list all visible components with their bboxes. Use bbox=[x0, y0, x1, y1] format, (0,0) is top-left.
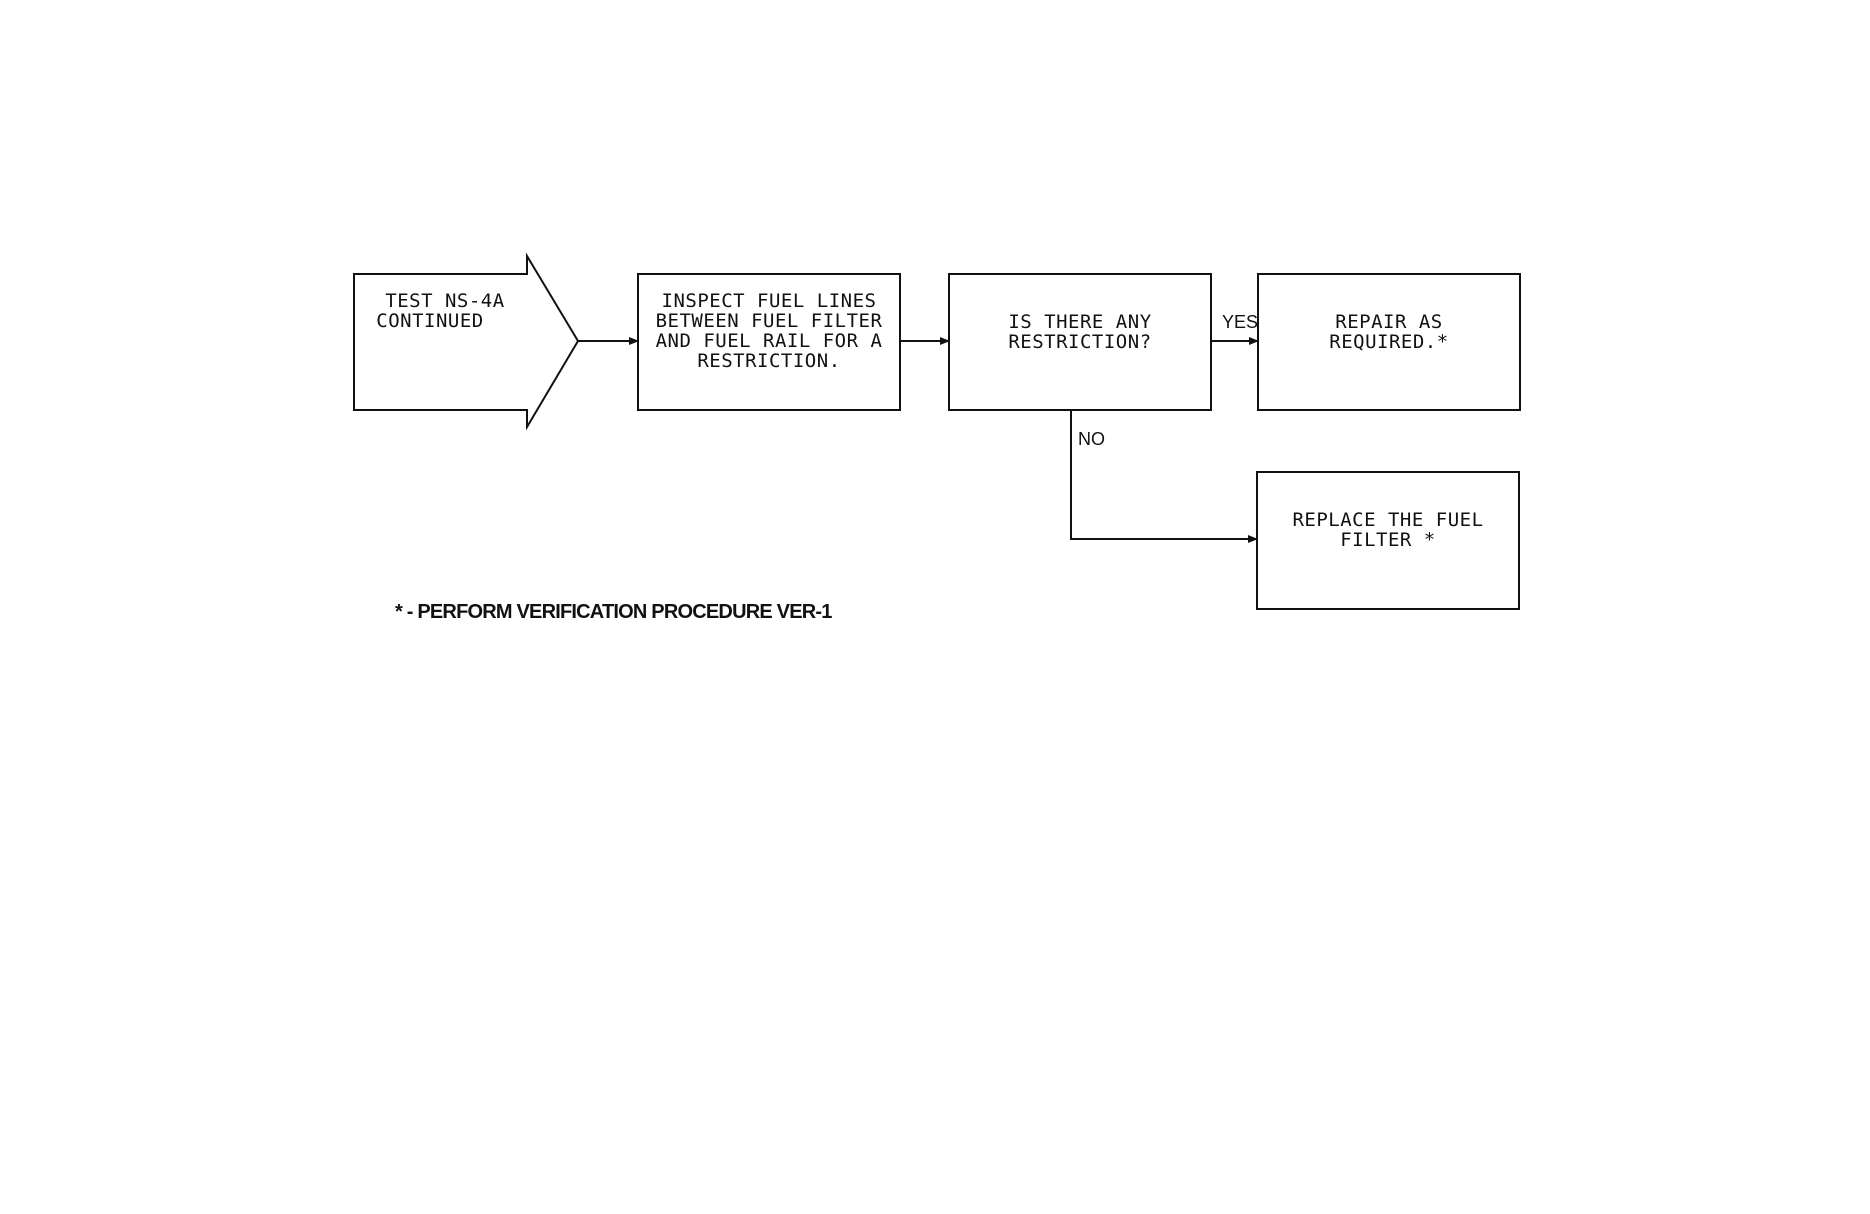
footnote: * - PERFORM VERIFICATION PROCEDURE VER-1 bbox=[395, 601, 832, 623]
inspect-line-3: AND FUEL RAIL FOR A bbox=[655, 330, 883, 352]
start-node-line-2: CONTINUED bbox=[376, 310, 484, 332]
branch-label-no: NO bbox=[1078, 429, 1105, 449]
repair-line-1: REPAIR AS bbox=[1335, 311, 1443, 333]
replace-fuel-filter-box bbox=[1257, 472, 1519, 609]
inspect-fuel-lines-box bbox=[638, 274, 900, 410]
inspect-line-2: BETWEEN FUEL FILTER bbox=[655, 310, 883, 332]
repair-as-required-box bbox=[1258, 274, 1520, 410]
start-node bbox=[354, 256, 578, 427]
restriction-question-box bbox=[949, 274, 1211, 410]
branch-label-yes: YES bbox=[1222, 312, 1259, 332]
question-line-1: IS THERE ANY bbox=[1008, 311, 1152, 333]
start-node-line-1: TEST NS-4A bbox=[385, 290, 505, 312]
inspect-line-1: INSPECT FUEL LINES bbox=[661, 290, 877, 312]
question-line-2: RESTRICTION? bbox=[1008, 331, 1152, 353]
replace-line-1: REPLACE THE FUEL bbox=[1292, 509, 1484, 531]
replace-line-2: FILTER * bbox=[1340, 529, 1436, 551]
repair-line-2: REQUIRED.* bbox=[1329, 331, 1449, 353]
inspect-line-4: RESTRICTION. bbox=[697, 350, 841, 372]
